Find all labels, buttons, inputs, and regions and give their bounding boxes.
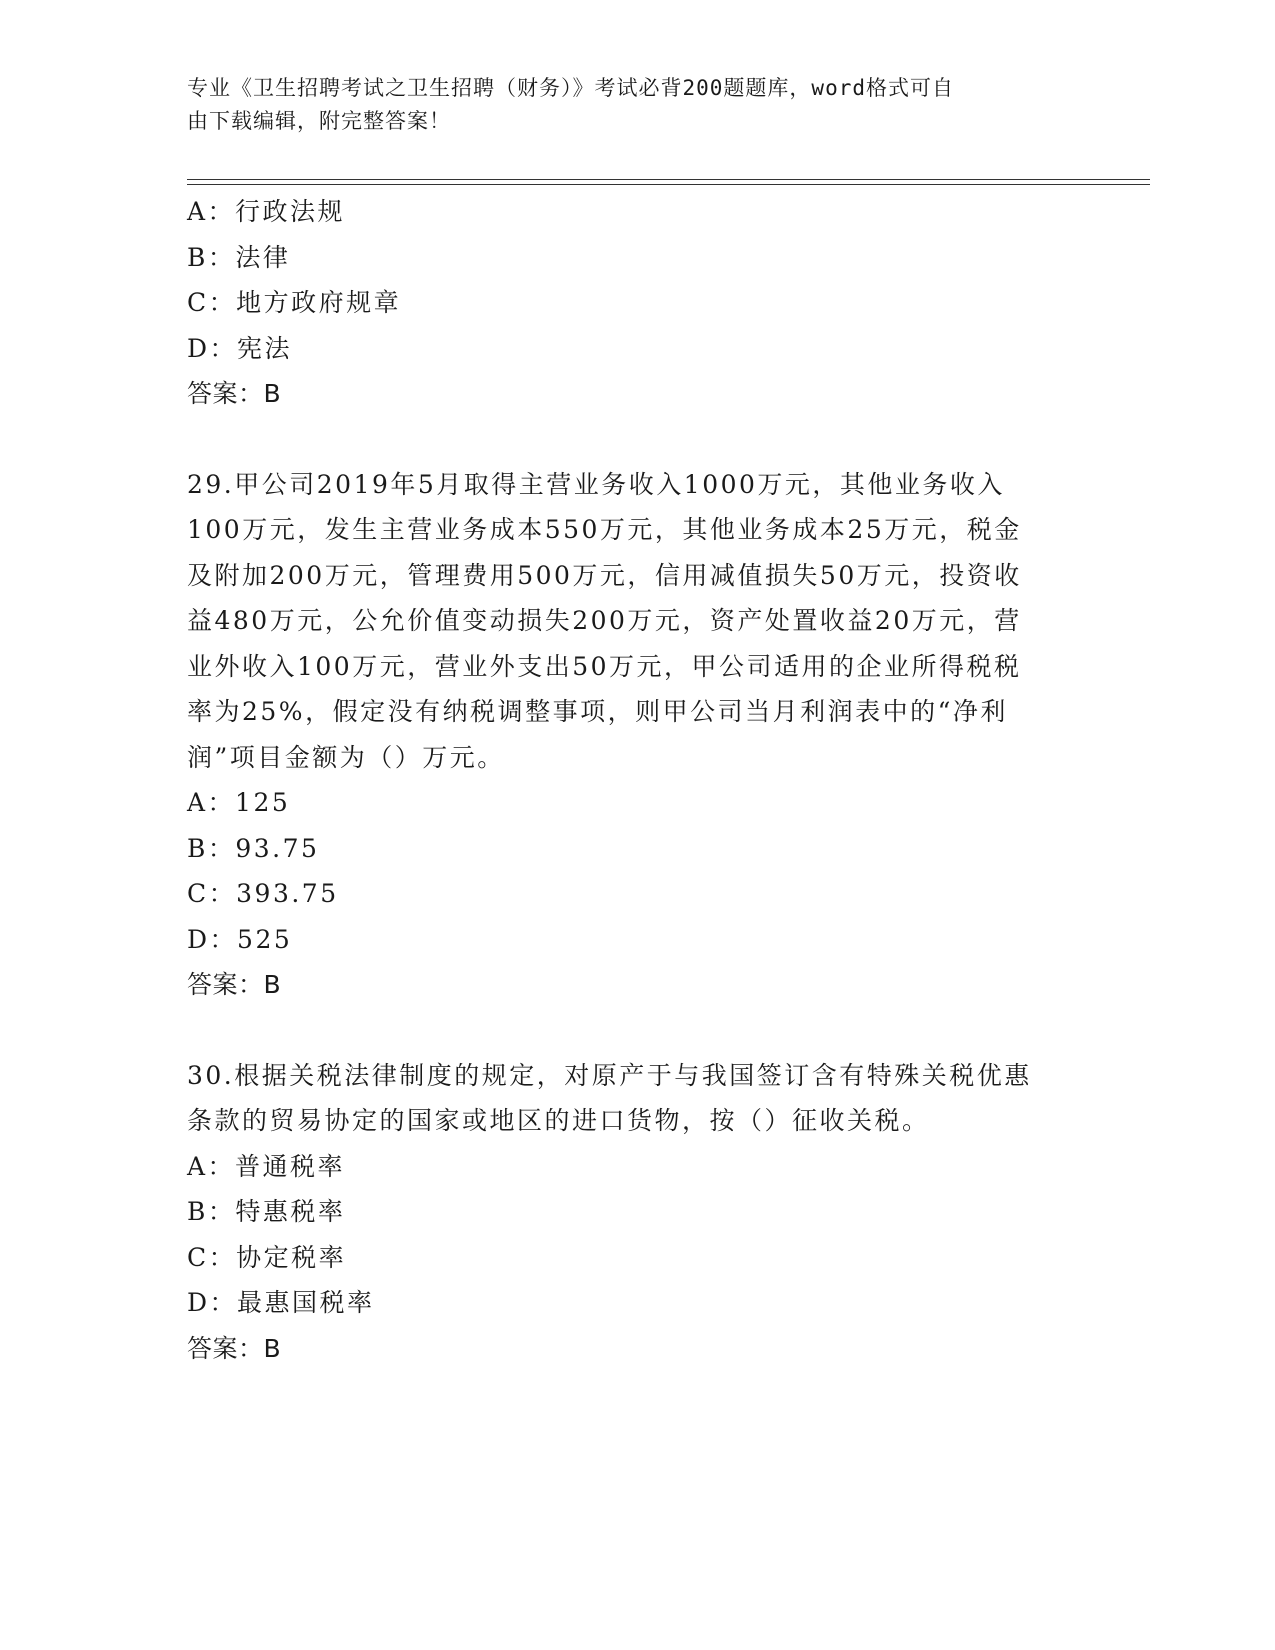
stem-line: 条款的贸易协定的国家或地区的进口货物，按（）征收关税。	[187, 1106, 930, 1135]
option-d: D：宪法	[187, 333, 293, 363]
option-a: A：125	[187, 788, 291, 817]
answer-line: 答案：B	[187, 1333, 282, 1363]
option-d: D：最惠国税率	[187, 1288, 375, 1317]
question-29	[187, 462, 1087, 1008]
option-d: D：525	[187, 924, 293, 954]
option-b: B：93.75	[187, 833, 320, 863]
stem-line: 润”项目金额为（）万元。	[187, 742, 505, 772]
answer-line: 答案：B	[187, 379, 282, 408]
question-30	[187, 1053, 1087, 1372]
stem-line: 29.甲公司2019年5月取得主营业务收入1000万元，其他业务收入	[187, 469, 1005, 499]
header-line-2: 由下载编辑，附完整答案！	[187, 109, 451, 133]
option-c: C：协定税率	[187, 1242, 347, 1272]
question-stem	[187, 462, 1087, 781]
stem-line: 30.根据关税法律制度的规定，对原产于与我国签订含有特殊关税优惠	[187, 1060, 1032, 1090]
header-divider-top	[187, 179, 1150, 180]
stem-line: 及附加200万元，管理费用500万元，信用减值损失50万元，投资收	[187, 560, 1022, 590]
header-line-1: 专业《卫生招聘考试之卫生招聘（财务）》考试必背200题题库，word格式可自	[187, 76, 954, 100]
stem-line: 100万元，发生主营业务成本550万元，其他业务成本25万元，税金	[187, 515, 1022, 544]
spacer	[187, 417, 1087, 462]
spacer	[187, 1008, 1087, 1053]
question-content	[187, 189, 1087, 1371]
question-28	[187, 189, 1087, 417]
stem-line: 业外收入100万元，营业外支出50万元，甲公司适用的企业所得税税	[187, 651, 1022, 681]
option-b: B：特惠税率	[187, 1197, 346, 1226]
question-stem	[187, 1053, 1087, 1144]
answer-line: 答案：B	[187, 970, 282, 999]
option-c: C：393.75	[187, 879, 339, 908]
option-a: A：普通税率	[187, 1151, 346, 1181]
option-b: B：法律	[187, 242, 291, 272]
header-divider-bottom	[187, 184, 1150, 185]
stem-line: 率为25%，假定没有纳税调整事项，则甲公司当月利润表中的“净利	[187, 697, 1008, 726]
stem-line: 益480万元，公允价值变动损失200万元，资产处置收益20万元，营	[187, 606, 1022, 635]
document-header	[187, 72, 1067, 138]
option-a: A：行政法规	[187, 197, 346, 226]
option-c: C：地方政府规章	[187, 288, 402, 317]
